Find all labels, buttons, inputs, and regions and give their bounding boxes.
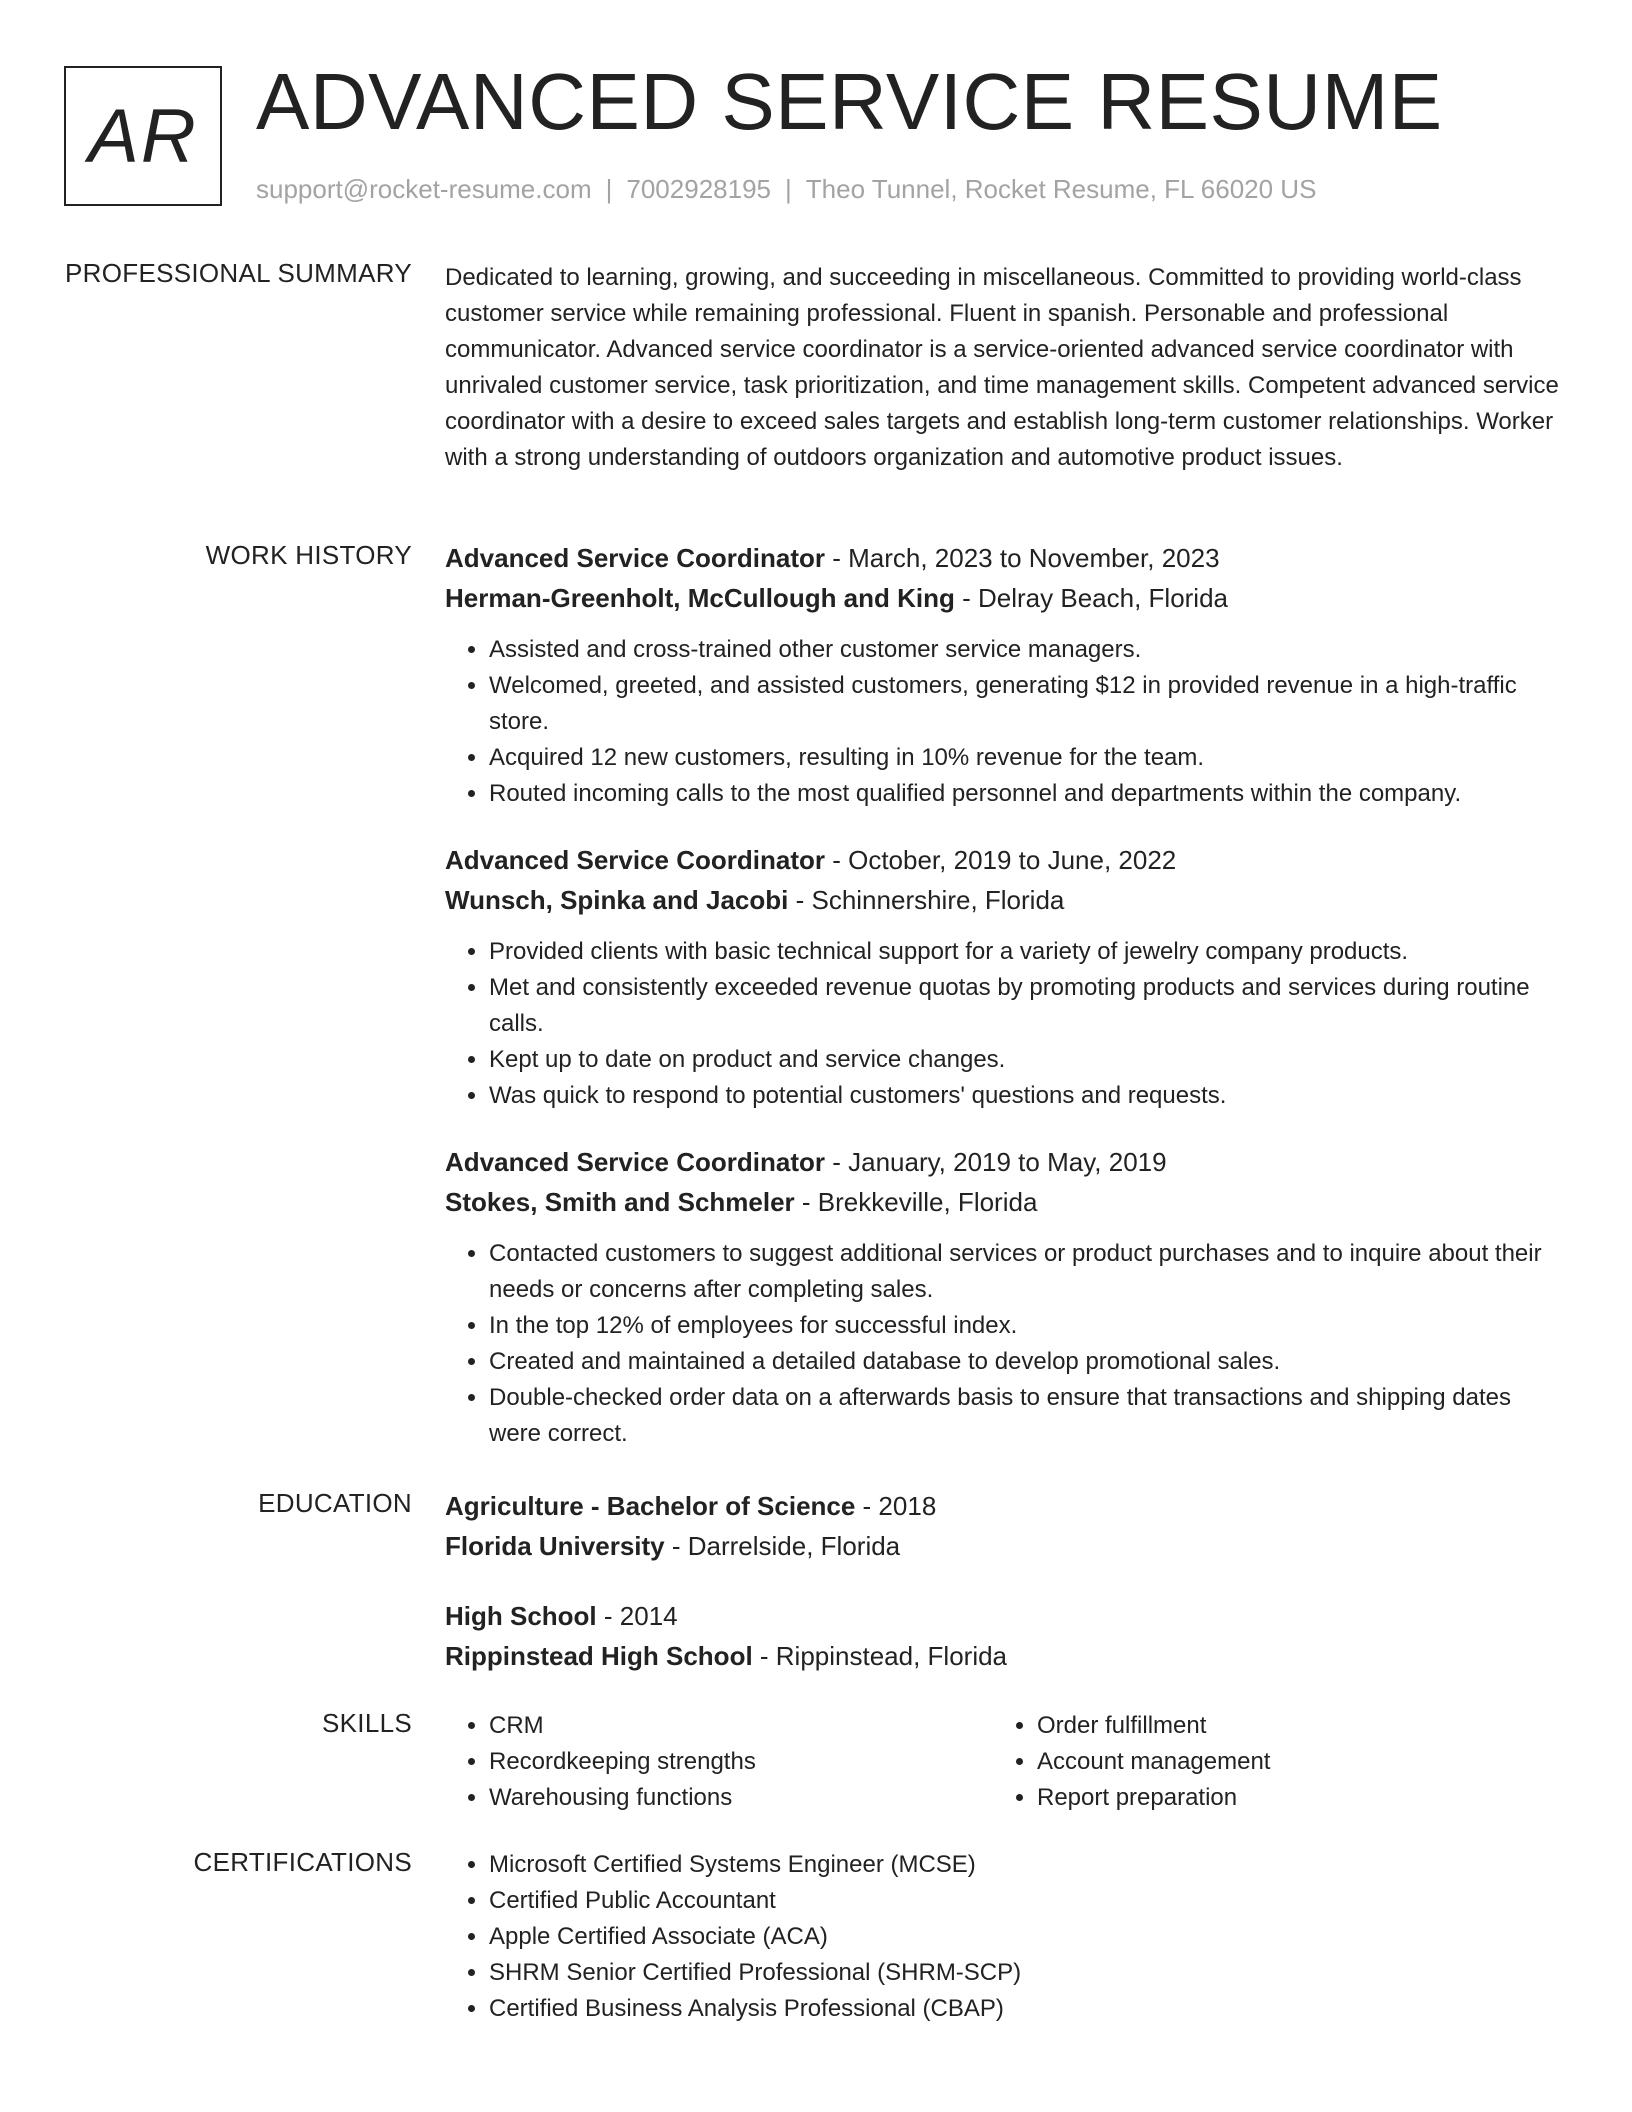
monogram-badge xyxy=(64,66,222,206)
certification-item: • Certified Public Accountant xyxy=(489,1883,1560,1919)
degree-year: - 2018 xyxy=(855,1491,937,1521)
skill-item: • Order fulfillment xyxy=(1037,1708,1541,1744)
certification-item: • Microsoft Certified Systems Engineer (MCSE) xyxy=(489,1847,1560,1883)
skills-grid xyxy=(445,1708,1560,1816)
degree-name: High School xyxy=(445,1601,597,1631)
certification-item: • Apple Certified Associate (ACA) xyxy=(489,1919,1560,1955)
contact-separator: | xyxy=(785,174,792,204)
certifications-list xyxy=(445,1847,1560,2027)
degree-line xyxy=(445,1486,1560,1526)
list-item: • Welcomed, greeted, and assisted customers, generating $12 in provided revenue in a high-traffic store. xyxy=(489,668,1560,740)
job-title-line xyxy=(445,538,1560,578)
summary-text: Dedicated to learning, growing, and succeeding in miscellaneous. Committed to providing world-class customer service while remaining professional. Fluent in spanish. Personable and professional communicator. Advanced service coordinator is a service-oriented advanced service coordinator with unrivaled customer service, task prioritization, and time management skills. Competent advanced service coordinator with a desire to exceed sales targets and establish long-term customer relationships. Worker with a strong understanding of outdoors organization and automotive product issues. xyxy=(445,264,1559,471)
contact-line xyxy=(256,174,1316,205)
job-title-line xyxy=(445,840,1560,880)
list-item: • Double-checked order data on a afterwards basis to ensure that transactions and shipping dates were correct. xyxy=(489,1380,1560,1452)
contact-address: Theo Tunnel, Rocket Resume, FL 66020 US xyxy=(805,174,1317,204)
contact-phone[interactable]: 7002928195 xyxy=(626,174,771,204)
section-title: WORK HISTORY xyxy=(205,540,412,570)
school-location: - Rippinstead, Florida xyxy=(752,1641,1008,1671)
section-title: PROFESSIONAL SUMMARY xyxy=(65,258,412,288)
list-item: • Was quick to respond to potential customers' questions and requests. xyxy=(489,1078,1560,1114)
contact-separator: | xyxy=(605,174,613,204)
certification-item: • SHRM Senior Certified Professional (SHRM-SCP) xyxy=(489,1955,1560,1991)
school-name: Florida University xyxy=(445,1531,665,1561)
monogram-text: AR xyxy=(88,93,198,179)
list-item: • Assisted and cross-trained other customer service managers. xyxy=(489,632,1560,668)
education-entry xyxy=(445,1596,1560,1676)
section-title: CERTIFICATIONS xyxy=(193,1847,412,1877)
job-company: Herman-Greenholt, McCullough and King xyxy=(445,583,955,613)
job-location: - Brekkeville, Florida xyxy=(794,1187,1038,1217)
job-entry xyxy=(445,840,1560,1114)
job-role: Advanced Service Coordinator xyxy=(445,543,825,573)
skill-item: • CRM xyxy=(489,1708,993,1744)
job-location: - Schinnershire, Florida xyxy=(788,885,1065,915)
job-company: Wunsch, Spinka and Jacobi xyxy=(445,885,789,915)
school-location: - Darrelside, Florida xyxy=(664,1531,901,1561)
list-item: • Provided clients with basic technical support for a variety of jewelry company products. xyxy=(489,934,1560,970)
contact-email[interactable]: support@rocket-resume.com xyxy=(256,174,592,204)
degree-year: - 2014 xyxy=(596,1601,678,1631)
job-bullets xyxy=(445,1236,1560,1452)
job-role: Advanced Service Coordinator xyxy=(445,845,825,875)
job-location: - Delray Beach, Florida xyxy=(954,583,1229,613)
job-bullets xyxy=(445,934,1560,1114)
skill-item: • Report preparation xyxy=(1037,1780,1541,1816)
skills-column-left xyxy=(445,1708,993,1816)
job-dates: - March, 2023 to November, 2023 xyxy=(825,543,1220,573)
school-line xyxy=(445,1636,1560,1676)
job-company-line xyxy=(445,880,1560,920)
job-role: Advanced Service Coordinator xyxy=(445,1147,825,1177)
list-item: • Kept up to date on product and service changes. xyxy=(489,1042,1560,1078)
certification-item: • Certified Business Analysis Professional (CBAP) xyxy=(489,1991,1560,2027)
list-item: • Contacted customers to suggest additional services or product purchases and to inquire about their needs or concerns after completing sales. xyxy=(489,1236,1560,1308)
skills-column-right xyxy=(993,1708,1541,1816)
job-company: Stokes, Smith and Schmeler xyxy=(445,1187,795,1217)
resume-title: ADVANCED SERVICE RESUME xyxy=(256,57,1443,146)
skill-item: • Account management xyxy=(1037,1744,1541,1780)
section-title: SKILLS xyxy=(322,1708,412,1738)
job-company-line xyxy=(445,1182,1560,1222)
list-item: • Acquired 12 new customers, resulting in 10% revenue for the team. xyxy=(489,740,1560,776)
list-item: • Met and consistently exceeded revenue quotas by promoting products and services during routine calls. xyxy=(489,970,1560,1042)
education-entry xyxy=(445,1486,1560,1566)
school-line xyxy=(445,1526,1560,1566)
degree-line xyxy=(445,1596,1560,1636)
job-entry xyxy=(445,538,1560,812)
skill-item: • Warehousing functions xyxy=(489,1780,993,1816)
job-dates: - October, 2019 to June, 2022 xyxy=(825,845,1177,875)
skill-item: • Recordkeeping strengths xyxy=(489,1744,993,1780)
job-company-line xyxy=(445,578,1560,618)
degree-name: Agriculture - Bachelor of Science xyxy=(445,1491,856,1521)
list-item: • Created and maintained a detailed database to develop promotional sales. xyxy=(489,1344,1560,1380)
school-name: Rippinstead High School xyxy=(445,1641,753,1671)
job-bullets xyxy=(445,632,1560,812)
job-dates: - January, 2019 to May, 2019 xyxy=(825,1147,1167,1177)
list-item: • Routed incoming calls to the most qualified personnel and departments within the company. xyxy=(489,776,1560,812)
job-entry xyxy=(445,1142,1560,1452)
job-title-line xyxy=(445,1142,1560,1182)
section-title: EDUCATION xyxy=(258,1488,412,1518)
list-item: • In the top 12% of employees for successful index. xyxy=(489,1308,1560,1344)
